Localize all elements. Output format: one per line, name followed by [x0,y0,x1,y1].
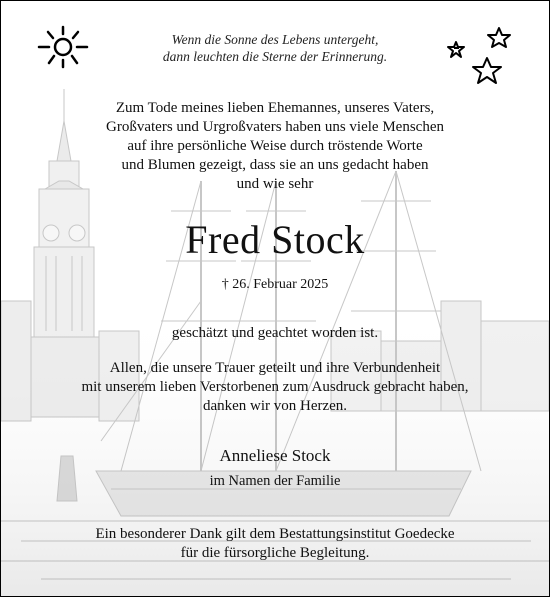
deceased-name: Fred Stock [185,217,365,262]
intro-line-4: und Blumen gezeigt, dass sie an uns gedacht haben [121,157,429,173]
intro-line-5: und wie sehr [236,176,314,192]
intro-line-2: Großvaters und Urgroßvaters haben uns viele Menschen [106,119,444,135]
intro-paragraph [1,99,549,194]
motto-quote [1,31,549,65]
signer-family: im Namen der Familie [209,473,341,489]
special-thanks [1,525,549,563]
signer-name: Anneliese Stock [219,446,331,465]
thanks-paragraph [1,359,549,416]
intro-line-1: Zum Tode meines lieben Ehemannes, unseres Vaters, [115,100,435,116]
motto-line-2: dann leuchten die Sterne der Erinnerung. [162,49,388,64]
death-date: † 26. Februar 2025 [221,277,329,292]
special-thanks-line-1: Ein besonderer Dank gilt dem Bestattungsinstitut Goedecke [95,526,455,542]
intro-line-3: auf ihre persönliche Weise durch tröstende Worte [127,138,423,154]
motto-line-1: Wenn die Sonne des Lebens untergeht, [171,32,379,47]
thanks-line-2: mit unserem lieben Verstorbenen zum Ausdruck gebracht haben, [81,379,469,395]
special-thanks-line-2: für die fürsorgliche Begleitung. [180,545,370,561]
thanks-line-1: Allen, die unsere Trauer geteilt und ihre Verbundenheit [109,360,441,376]
obituary-content [1,1,549,596]
respected-line: geschätzt und geachtet worden ist. [171,325,379,341]
thanks-line-3: danken wir von Herzen. [202,398,348,414]
